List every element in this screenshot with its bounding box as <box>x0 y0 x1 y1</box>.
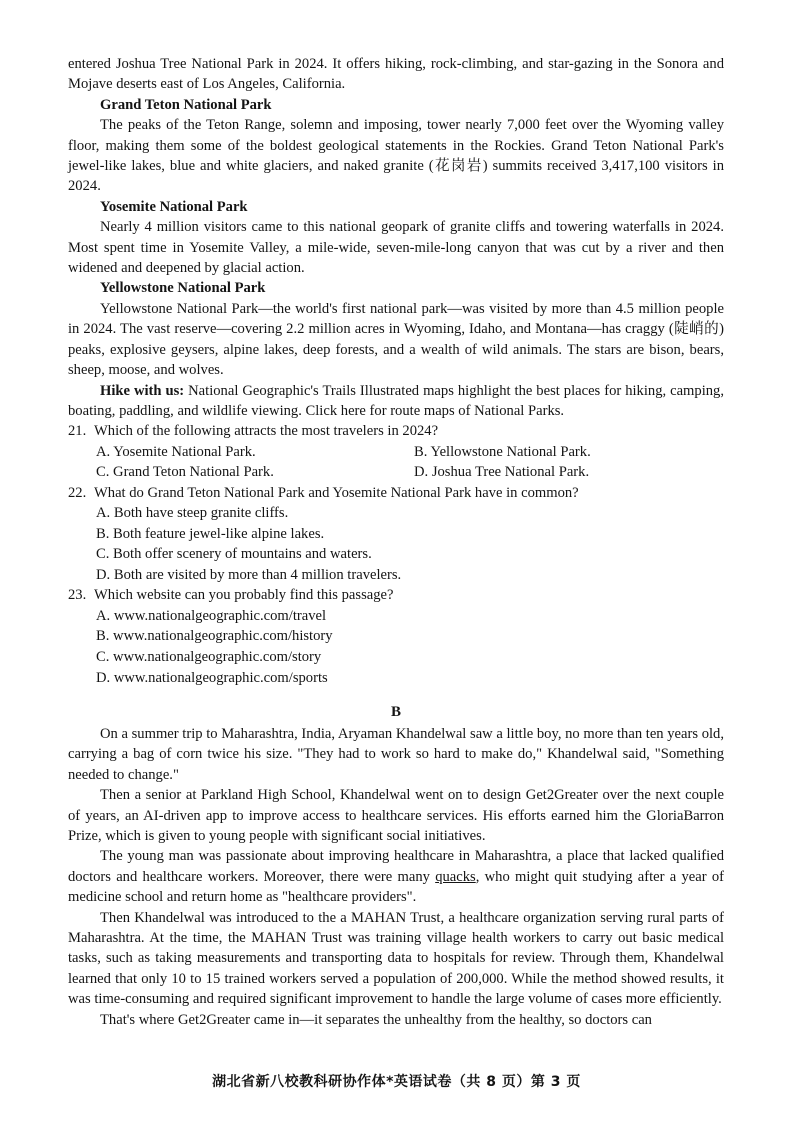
underlined-word-quacks: quacks <box>435 868 476 885</box>
hike-paragraph <box>68 381 724 422</box>
question-text: What do Grand Teton National Park and Yosemite National Park have in common? <box>94 484 579 501</box>
option-a: A. Yosemite National Park. <box>96 443 256 460</box>
question-23 <box>68 585 724 605</box>
section-body-yellowstone: Yellowstone National Park—the world's first national park—was visited by more than 4.5 million people in 2024. The vast reserve—covering 2.2 million acres in Wyoming, Idaho, and Montana—has craggy (陡峭的) peaks, explosive geysers, alpine lakes, deep forests, and a wealth of wild animals. The stars are bison, bears, sheep, moose, and wolves. <box>68 300 724 379</box>
option-b: B. Yellowstone National Park. <box>414 443 591 460</box>
section-heading-yosemite: Yosemite National Park <box>100 198 248 215</box>
section-heading-grand-teton: Grand Teton National Park <box>100 96 272 113</box>
option-d: D. Joshua Tree National Park. <box>414 464 590 481</box>
question-22 <box>68 483 724 503</box>
section-heading-yellowstone: Yellowstone National Park <box>100 280 266 297</box>
option-a: A. www.nationalgeographic.com/travel <box>96 607 327 624</box>
section-body-yosemite: Nearly 4 million visitors came to this national geopark of granite cliffs and towering waterfalls in 2024. Most spent time in Yosemite Valley, a mile-wide, seven-mile-long canyon that was cut by a river and then widened and deepened by glacial action. <box>68 219 724 277</box>
passage-b-paragraph-1: On a summer trip to Maharashtra, India, Aryaman Khandelwal saw a little boy, no more than ten years old, carrying a bag of corn twice his size. "They had to work so hard to make do," Khandelwal said, "Something needed to change." <box>68 725 724 783</box>
exam-page <box>68 54 724 1030</box>
question-21 <box>68 421 724 441</box>
question-text: Which of the following attracts the most travelers in 2024? <box>94 423 439 440</box>
option-a: A. Both have steep granite cliffs. <box>96 504 289 521</box>
passage-b-paragraph-3 <box>68 846 724 907</box>
passage-b-paragraph-5: That's where Get2Greater came in—it separates the unhealthy from the healthy, so doctors can <box>100 1011 652 1028</box>
hike-text: National Geographic's Trails Illustrated maps highlight the best places for hiking, camping, boating, paddling, and wildlife viewing. Click here for route maps of National Parks. <box>68 382 725 419</box>
question-number: 21. <box>68 423 87 440</box>
hike-lead: Hike with us: <box>100 382 185 399</box>
option-b: B. www.nationalgeographic.com/history <box>96 628 333 645</box>
option-c: C. Grand Teton National Park. <box>96 464 274 481</box>
option-d: D. Both are visited by more than 4 million travelers. <box>96 566 402 583</box>
question-number: 23. <box>68 587 87 604</box>
option-b: B. Both feature jewel-like alpine lakes. <box>96 525 325 542</box>
section-body-grand-teton: The peaks of the Teton Range, solemn and imposing, tower nearly 7,000 feet over the Wyoming valley floor, making them some of the boldest geological statements in the Rockies. Grand Teton National Park's jewel-like lakes, blue and white glaciers, and naked granite (花岗岩) summits received 3,417,100 visitors in 2024. <box>68 117 724 195</box>
option-c: C. Both offer scenery of mountains and waters. <box>96 546 372 563</box>
passage-a-intro: entered Joshua Tree National Park in 2024. It offers hiking, rock-climbing, and star-gazing in the Sonora and Mojave deserts east of Los Angeles, California. <box>68 56 724 93</box>
paragraph-3-start: The young man was passionate about improving healthcare in Maharashtra, a place that lacked qualified doctors and healthcare workers. Moreover, there were many <box>68 848 724 885</box>
question-text: Which website can you probably find this passage? <box>94 587 394 604</box>
passage-b-letter: B <box>390 703 401 720</box>
question-number: 22. <box>68 484 87 501</box>
passage-b-paragraph-4: Then Khandelwal was introduced to the a MAHAN Trust, a healthcare organization serving rural parts of Maharashtra. At the time, the MAHAN Trust was training village health workers to carry out basic medical tasks, such as taking measurements and transporting data to hospitals for review. Through them, Khandelwal learned that only 10 to 15 trained workers served a population of 200,000. While the method showed results, it was time-consuming and required significant improvement to handle the large volume of cases more efficiently. <box>68 909 724 1008</box>
page-footer: 湖北省新八校教科研协作体*英语试卷（共 8 页）第 3 页 <box>212 1074 581 1090</box>
question-23-options <box>68 606 724 688</box>
passage-b-paragraph-2: Then a senior at Parkland High School, Khandelwal went on to design Get2Greater over the next couple of years, an AI-driven app to improve access to healthcare services. His efforts earned him the GloriaBarron Prize, which is given to young people with significant social initiatives. <box>68 787 724 844</box>
option-d: D. www.nationalgeographic.com/sports <box>96 669 328 686</box>
paragraph-3-end: , who might quit studying after a year of medicine school and return home as "healthcare providers". <box>68 868 724 906</box>
option-c: C. www.nationalgeographic.com/story <box>96 648 322 665</box>
question-21-options <box>68 442 724 483</box>
question-22-options <box>68 503 724 585</box>
